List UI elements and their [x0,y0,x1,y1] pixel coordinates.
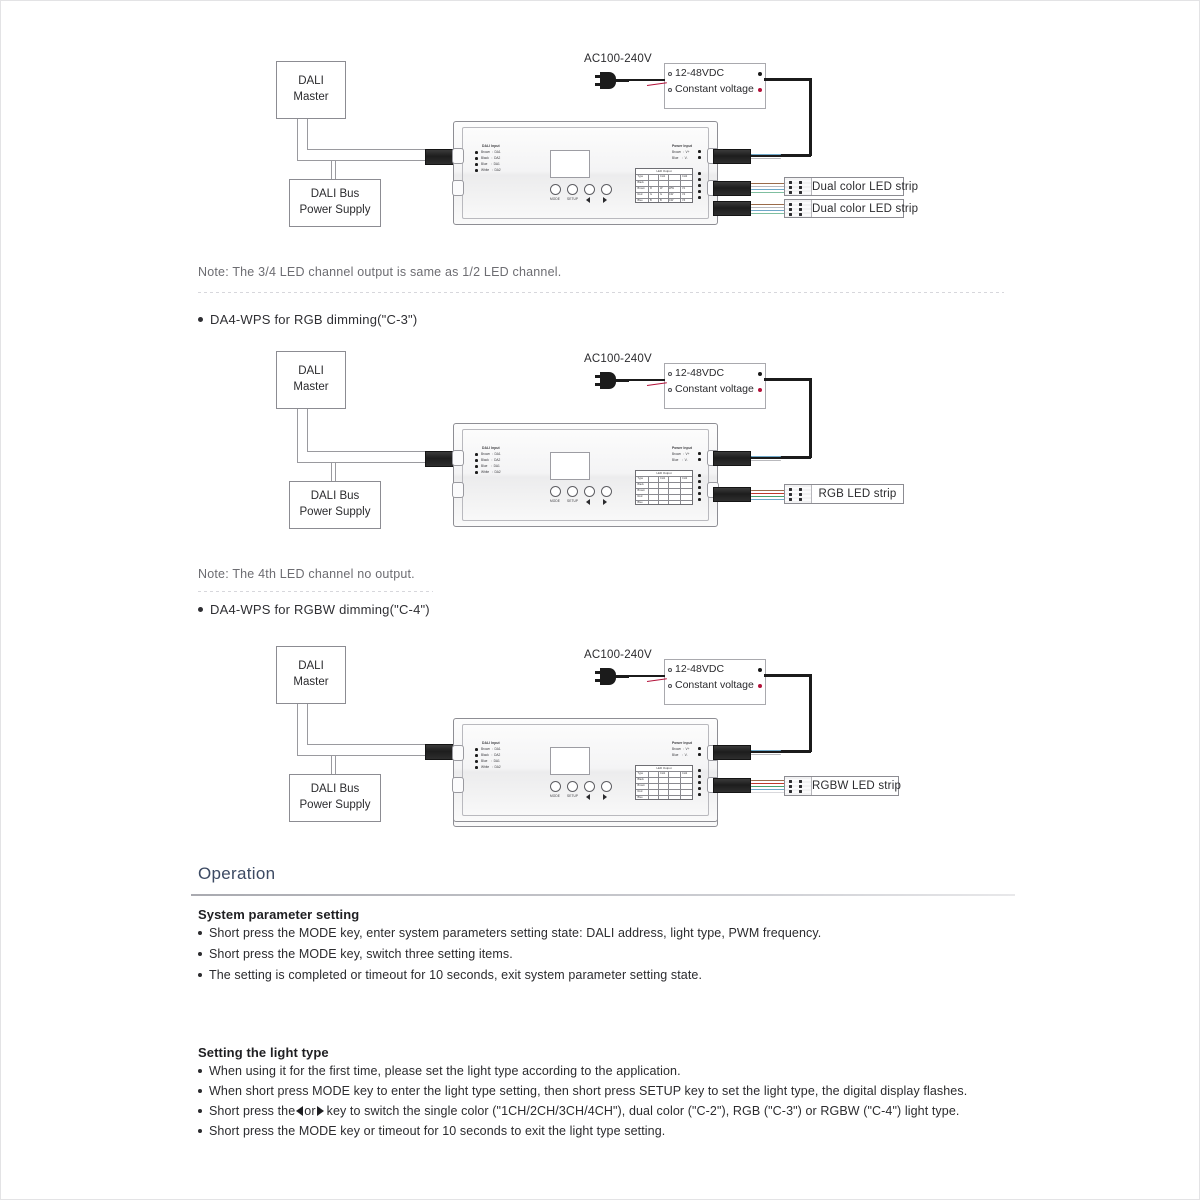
dali-bus-label-2c: Power Supply [299,799,371,811]
power-input-connector-2 [713,451,751,466]
output-led-5-3 [698,793,701,796]
led-table-r2w: G [660,193,663,196]
operation-title: Operation [198,864,276,883]
mounting-ear-left-top-2 [452,450,464,466]
psu-terminal-vplus [668,72,672,76]
psu-terminal-vminus-2 [668,388,672,392]
power-plug-icon-3 [595,665,629,689]
dali-silk-row-2: Black : DA2 [481,156,501,160]
power-silk-row-1-2: Brown : V+ [672,452,690,456]
led-table-r1: Black [637,181,644,184]
light-type-item-1-text: When using it for the first time, please set the light type according to the application. [209,1064,681,1078]
light-type-heading: Setting the light type [198,1045,329,1060]
dali-wire-bus-horizontal-c [297,755,427,756]
psu-terminal-vplus-3 [668,668,672,672]
led-table-r4-2: Blue [637,501,643,504]
led-strip-dual-2 [784,199,919,218]
output-led-5 [698,196,701,199]
lead-rgb-b [751,493,785,494]
system-parameter-item-3 [198,968,702,982]
power-silk-row-2: Blue : V- [672,156,688,160]
light-type-item-3-suffix: key to switch the single color ("1CH/2CH/3CH/4CH"), dual color ("C-2"), RGB ("C-3") or RGBW ("C-4") light type. [326,1104,960,1118]
led-table-c-type-3: Type [637,772,644,775]
light-type-item-3-prefix: Short press the [209,1104,296,1118]
dali-bus-power-supply-box-3 [289,774,381,822]
system-parameter-item-2-text: Short press the MODE key, switch three setting items. [209,947,513,961]
led-table-r4w: B [660,199,662,202]
heading-rgb-text: DA4-WPS for RGB dimming("C-3") [210,312,418,327]
dali-wire-master-down-2b [307,409,308,451]
dali-silk-row-1-3: Brown : DA1 [481,747,501,751]
ac-input-label-2: AC100-240V [584,353,652,365]
mode-button-label-2: MODE [550,499,560,503]
led-table-r1w: W [660,187,663,190]
psu-terminal-vminus-3 [668,684,672,688]
mounting-ear-left-top-3 [452,745,464,761]
diagram-dual-color [1,1,1200,241]
dali-bus-power-supply-box [289,179,381,227]
led-output-connector-2 [713,201,751,216]
led-output-silk-table [635,168,693,203]
next-button-2[interactable] [601,486,612,497]
dali-led-1 [475,151,478,154]
power-led-2 [698,156,701,159]
left-arrow-icon-2 [586,499,590,505]
light-type-item-4 [198,1124,665,1138]
lead-strip1-a [751,183,785,184]
ac-lead-to-psu [629,79,665,81]
dali-bus-label-1b: DALI Bus [310,490,360,503]
light-type-item-3 [198,1104,959,1118]
power-plug-icon [595,69,629,93]
dc-wire-horizontal-top-3 [764,674,812,677]
psu-voltage-label-2: 12-48VDC [675,367,725,379]
power-input-silk-title-2: Power Input [672,446,692,450]
lead-strip2-b [751,207,785,208]
list-bullet [198,931,202,935]
led-table-c-ch2-3: CH2 [682,772,688,775]
dali-silk-row-4: White : DA2 [481,168,501,172]
psu-mode-label-3: Constant voltage [675,679,754,691]
dali-master-label-1: DALI [298,75,324,88]
lead-rgbw-a [751,780,785,781]
led-output-table-caption: LED Output [656,169,672,174]
system-parameter-heading: System parameter setting [198,907,360,922]
dali-master-label-2c: Master [293,676,329,688]
power-input-silk-title-3: Power Input [672,741,692,745]
dali-master-label-1b: DALI [298,365,324,378]
dali-wire-master-down-2c [307,704,308,744]
power-input-connector-3 [713,745,751,760]
power-silk-row-1: Brown : V+ [672,150,690,154]
led-table-r2v: G [650,193,653,196]
lead-rgbw-b [751,783,785,784]
led-table-c-type-2: Type [637,477,644,480]
digital-display-2 [550,452,590,480]
dali-wire-bus-horizontal [297,160,427,161]
note-2: Note: The 4th LED channel no output. [198,567,415,581]
output-led-4-2 [698,492,701,495]
led-strip-rgbw [784,776,902,796]
lead-strip2-a [751,204,785,205]
lead-dc-b [751,158,781,159]
dali-led-2 [475,157,478,160]
led-controller-body [453,121,718,225]
power-input-silk-title: Power Input [672,144,692,148]
led-table-r1v: R [650,187,652,190]
strip-pcb-1 [785,178,812,195]
list-bullet [198,1109,202,1113]
light-type-item-3-or: or [304,1104,316,1118]
led-table-c-type: Type [637,175,644,178]
dali-wire-master-down-b [297,409,298,463]
ac-input-label: AC100-240V [584,53,652,65]
led-output-connector-rgb [713,487,751,502]
psu-voltage-label-3: 12-48VDC [675,663,725,675]
dali-led-4-3 [475,766,478,769]
dali-led-3-2 [475,465,478,468]
dali-silk-row-1-2: Brown : DA1 [481,452,501,456]
output-led-4-3 [698,787,701,790]
light-type-item-4-text: Short press the MODE key or timeout for 10 seconds to exit the light type setting. [209,1124,666,1138]
led-table-r2: Brown [637,187,645,190]
right-arrow-icon-2 [603,499,607,505]
power-led-1 [698,150,701,153]
output-led-3-2 [698,486,701,489]
led-strip-dual-1 [784,177,919,196]
output-led-3-3 [698,781,701,784]
dali-led-1-3 [475,748,478,751]
dc-wire-vertical-3 [809,674,812,752]
output-led-1-3 [698,769,701,772]
dali-master-box-2 [276,351,346,409]
prev-button-3[interactable] [584,781,595,792]
led-strip-label-1: Dual color LED strip [812,180,919,193]
dali-wire-bus-up-2 [335,161,336,179]
psu-mode-label: Constant voltage [675,83,754,95]
lead-strip1-d [751,192,785,193]
psu-mode-label-2: Constant voltage [675,383,754,395]
mode-button-label: MODE [550,197,560,201]
psu-output-positive-3 [758,668,762,672]
psu-output-negative [758,88,762,92]
dali-wire-bus-horizontal-2b [307,451,427,452]
power-silk-row-2-3: Blue : V- [672,753,688,757]
diagram-rgbw [1,586,1200,836]
list-bullet [198,1069,202,1073]
led-table-c-ch2: CH2 [682,175,688,178]
lead-rgb-a [751,490,785,491]
mounting-ear-left-bottom [452,180,464,196]
led-table-r4: Blue [637,199,643,202]
led-table-c-ch1-3: CH1 [660,772,666,775]
led-table-r1y: V1 [682,187,686,190]
led-table-r2y: V2 [682,193,686,196]
dali-silk-row-1: Brown : DA1 [481,150,501,154]
led-strip-label-rgb: RGB LED strip [818,488,897,500]
dali-wire-bus-up-b [331,463,332,481]
lead-rgbw-d [751,789,785,790]
led-output-table-caption-3: LED Output [656,766,672,771]
mode-button-label-3: MODE [550,794,560,798]
setup-button-label-2: SETUP [567,499,579,503]
power-plug-icon-2 [595,369,629,393]
power-led-1-2 [698,452,701,455]
dali-silk-row-3: Blue : DA1 [481,162,500,166]
system-parameter-item-3-text: The setting is completed or timeout for 10 seconds, exit system parameter setting state. [209,968,703,982]
system-parameter-item-1 [198,926,821,940]
output-led-1-2 [698,474,701,477]
list-bullet [198,973,202,977]
psu-voltage-label: 12-48VDC [675,67,725,79]
dali-led-1-2 [475,453,478,456]
lead-dc-b-3 [751,754,781,755]
dali-led-4-2 [475,471,478,474]
dali-wire-master-down [297,119,298,161]
led-table-r4x: CW [669,199,674,202]
led-table-r4-3: Blue [637,796,643,799]
dali-wire-bus-horizontal-2c [307,744,427,745]
dali-wire-master-down-c [297,704,298,756]
led-table-r3-3: Red [637,790,643,793]
dali-bus-power-supply-box-2 [289,481,381,529]
dali-master-box-3 [276,646,346,704]
dali-led-3-3 [475,760,478,763]
output-led-5-2 [698,498,701,501]
dali-bus-label-2b: Power Supply [299,506,371,518]
dali-master-label-1c: DALI [298,660,324,673]
mode-button-2[interactable] [550,486,561,497]
led-table-r3: Red [637,193,643,196]
setup-button-2[interactable] [567,486,578,497]
psu-output-positive [758,72,762,76]
dc-wire-vertical-2 [809,378,812,458]
left-arrow-icon [586,197,590,203]
setup-button[interactable] [567,184,578,195]
left-arrow-icon-3 [586,794,590,800]
output-led-3 [698,184,701,187]
left-arrow-icon-inline [296,1106,303,1116]
dali-bus-label-1: DALI Bus [310,188,360,201]
ac-lead-to-psu-3 [629,675,665,677]
output-led-1 [698,172,701,175]
led-table-r4y: V3 [682,199,686,202]
system-parameter-item-2 [198,947,513,961]
dali-silk-row-4-2: White : DA2 [481,470,501,474]
system-parameter-item-1-text: Short press the MODE key, enter system parameters setting state: DALI address, light type, PWM frequency. [209,926,822,940]
lead-strip2-c [751,210,785,211]
dali-led-3 [475,163,478,166]
led-table-r1-3: Black [637,778,644,781]
mode-button[interactable] [550,184,561,195]
psu-output-negative-3 [758,684,762,688]
dali-silk-row-3-3: Blue : DA1 [481,759,500,763]
strip-pcb-rgbw [785,777,812,795]
setup-button-3[interactable] [567,781,578,792]
lead-rgbw-e [751,792,785,793]
led-output-table-caption-2: LED Output [656,471,672,476]
operation-rule [191,894,1015,896]
power-led-1-3 [698,747,701,750]
psu-output-negative-2 [758,388,762,392]
right-arrow-icon-3 [603,794,607,800]
heading-rgbw-text: DA4-WPS for RGBW dimming("C-4") [210,602,430,617]
mounting-ear-left-bottom-2 [452,482,464,498]
led-table-c-ch1: CH1 [660,175,666,178]
dali-led-2-3 [475,754,478,757]
led-table-r2-3: Brown [637,784,645,787]
dali-wire-master-down-2 [307,119,308,149]
led-table-r4v: B [650,199,652,202]
light-type-item-1 [198,1064,681,1078]
dali-input-silk-title-3: DALI Input [482,741,500,745]
dc-wire-horizontal-top-2 [764,378,812,381]
dali-bus-label-2: Power Supply [299,204,371,216]
dali-wire-bus-up [331,161,332,179]
dali-master-box [276,61,346,119]
led-table-c-ch1-2: CH1 [660,477,666,480]
led-table-r1x: WW [669,187,674,190]
list-bullet [198,1089,202,1093]
led-strip-label-rgbw: RGBW LED strip [812,780,902,792]
led-output-connector-1 [713,181,751,196]
led-table-r2x: CW [669,193,674,196]
power-silk-row-1-3: Brown : V+ [672,747,690,751]
dali-master-label-2b: Master [293,381,329,393]
lead-dc-b-2 [751,460,781,461]
lead-rgb-c [751,496,785,497]
power-led-2-2 [698,458,701,461]
prev-button-2[interactable] [584,486,595,497]
dali-silk-row-4-3: White : DA2 [481,765,501,769]
output-led-2-3 [698,775,701,778]
next-button-3[interactable] [601,781,612,792]
next-button[interactable] [601,184,612,195]
dali-input-silk-title: DALI Input [482,144,500,148]
dali-silk-row-2-3: Black : DA2 [481,753,501,757]
power-input-connector [713,149,751,164]
mounting-ear-left-bottom-3 [452,777,464,793]
led-output-silk-table-2 [635,470,693,505]
light-type-item-2 [198,1084,967,1098]
digital-display [550,150,590,178]
dali-wire-bus-up-c [331,756,332,774]
led-strip-label-2: Dual color LED strip [812,202,919,215]
lead-rgb-d [751,499,785,500]
dali-input-silk-title-2: DALI Input [482,446,500,450]
led-controller-2 [453,423,718,527]
note-1: Note: The 3/4 LED channel output is same as 1/2 LED channel. [198,265,562,279]
ac-lead-to-psu-2 [629,379,665,381]
dali-wire-bus-up-2b [335,463,336,481]
setup-button-label-3: SETUP [567,794,579,798]
dali-wire-bus-horizontal-b [297,462,427,463]
led-output-silk-table-3 [635,765,693,800]
lead-rgbw-c [751,786,785,787]
ac-input-label-3: AC100-240V [584,649,652,661]
psu-terminal-vplus-2 [668,372,672,376]
dc-wire-horizontal-top [764,78,812,81]
dali-led-2-2 [475,459,478,462]
right-arrow-icon-inline [317,1106,324,1116]
list-bullet [198,952,202,956]
output-led-4 [698,190,701,193]
right-arrow-icon [603,197,607,203]
power-silk-row-2-2: Blue : V- [672,458,688,462]
prev-button[interactable] [584,184,595,195]
setup-button-label: SETUP [567,197,579,201]
dali-bus-label-1c: DALI Bus [310,783,360,796]
strip-pcb-rgb [785,485,812,503]
lead-strip1-c [751,189,785,190]
dali-silk-row-2-2: Black : DA2 [481,458,501,462]
lead-strip2-d [751,213,785,214]
led-controller-3 [453,718,718,822]
dali-led-4 [475,169,478,172]
digital-display-3 [550,747,590,775]
list-bullet [198,1129,202,1133]
psu-terminal-vminus [668,88,672,92]
dc-wire-vertical [809,78,812,156]
strip-pcb-2 [785,200,812,217]
light-type-item-2-text: When short press MODE key to enter the light type setting, then short press SETUP key to set the light type, the digital display flashes. [209,1084,968,1098]
dali-silk-row-3-2: Blue : DA1 [481,464,500,468]
output-led-2-2 [698,480,701,483]
lead-strip1-b [751,186,785,187]
power-led-2-3 [698,753,701,756]
led-table-r1-2: Black [637,483,644,486]
led-table-r3-2: Red [637,495,643,498]
diagram-rgb [1,291,1200,541]
led-table-r2-2: Brown [637,489,645,492]
led-strip-rgb [784,484,904,504]
mounting-ear-left-top [452,148,464,164]
led-output-connector-rgbw [713,778,751,793]
dali-wire-bus-horizontal-2 [307,149,427,150]
psu-output-positive-2 [758,372,762,376]
mode-button-3[interactable] [550,781,561,792]
dali-wire-bus-up-2c [335,756,336,774]
led-table-c-ch2-2: CH2 [682,477,688,480]
dali-master-label-2: Master [293,91,329,103]
output-led-2 [698,178,701,181]
